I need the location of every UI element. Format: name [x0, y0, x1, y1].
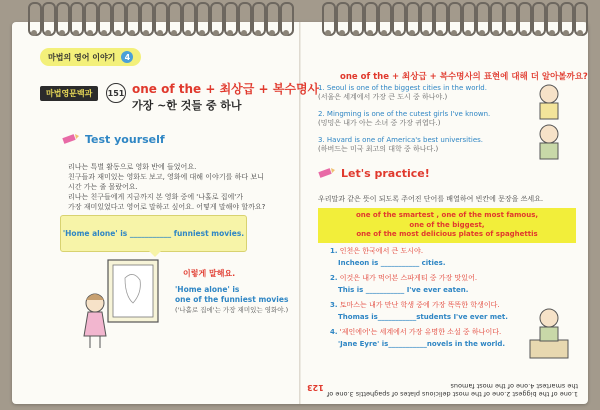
intro-paragraph [68, 162, 283, 212]
intro-line: 시간 가는 줄 몰랐어요. [68, 183, 138, 191]
binding-hole [339, 30, 345, 36]
example-item [318, 136, 528, 154]
binding-hole [423, 30, 429, 36]
binding-hole [437, 30, 443, 36]
test-yourself-heading [62, 132, 165, 146]
binding-hole [101, 30, 107, 36]
question-english: 'Jane Eyre' is___________novels in the world. [338, 340, 506, 348]
binding-hole [241, 30, 247, 36]
lesson-title: one of the + 최상급 + 복수명사 [132, 82, 320, 96]
speech-bubble [60, 215, 247, 252]
binding-hole [549, 30, 555, 36]
practice-question [330, 245, 446, 269]
section-badge: 마법영문백과 [40, 86, 98, 101]
binding-hole [171, 30, 177, 36]
question-korean: 이것은 내가 먹어본 스파게티 중 가장 맛있어. [339, 274, 478, 282]
expression-heading: one of the + 최상급 + 복수명사의 표현에 대해 더 알아볼까요? [340, 72, 588, 82]
lesson-subtitle: 가장 ~한 것들 중 하나 [132, 99, 242, 112]
binding-hole [115, 30, 121, 36]
binding-hole [521, 30, 527, 36]
binding-hole [213, 30, 219, 36]
binding-hole [577, 30, 583, 36]
binding-hole [255, 30, 261, 36]
example-english: 3. Havard is one of America's best universities. [318, 136, 483, 144]
binding-hole [479, 30, 485, 36]
question-english: Incheon is ___________ cities. [338, 259, 446, 267]
binding-hole [563, 30, 569, 36]
spiral-binding [20, 2, 580, 42]
binding-hole [73, 30, 79, 36]
binding-hole [507, 30, 513, 36]
answer-translation: ('나홀로 집에'는 가장 재미있는 영화야.) [175, 306, 289, 314]
example-item [318, 84, 528, 102]
choice-line: one of the biggest, [409, 220, 485, 229]
girl-at-painting-illustration [70, 258, 165, 353]
binding-hole [493, 30, 499, 36]
binding-hole [227, 30, 233, 36]
binding-hole [353, 30, 359, 36]
intro-line: 친구들과 재미있는 영화도 보고, 영화에 대해 이야기를 하다 보니 [68, 173, 264, 181]
answer-key: 1.one of the biggest 2.one of the most delicious plates of spaghettis 3.one of the smartest 4.one of the most famous [327, 382, 578, 398]
practice-question [330, 272, 477, 296]
binding-hole [325, 30, 331, 36]
binding-hole [465, 30, 471, 36]
reading-illustration [526, 300, 572, 362]
practice-instruction: 우리말과 같은 뜻이 되도록 주어진 단어를 배열하여 빈칸에 문장을 쓰세요. [318, 195, 544, 203]
binding-hole [451, 30, 457, 36]
page-number: 123 [307, 383, 324, 392]
intro-line: 가장 재미있었다고 영어로 말하고 싶어요. 어떻게 말해야 할까요? [68, 203, 266, 211]
say-it-label: 이렇게 말해요. [183, 269, 236, 278]
example-korean: (밍밍은 내가 아는 소녀 중 가장 귀엽다.) [318, 119, 441, 127]
question-korean: '제인에어'는 세계에서 가장 유명한 소설 중 하나이다. [339, 328, 502, 336]
practice-question [330, 326, 505, 350]
question-korean: 인천은 한국에서 큰 도시야. [339, 247, 424, 255]
intro-line: 리나는 친구들에게 지금까지 본 영화 중에 '나홀로 집에'가 [68, 193, 243, 201]
binding-hole [87, 30, 93, 36]
example-item [318, 110, 528, 128]
binding-hole [367, 30, 373, 36]
question-number: 1. [330, 247, 338, 255]
question-english: This is ___________ I've ever eaten. [338, 286, 469, 294]
binding-hole [31, 30, 37, 36]
example-korean: (하버드는 미국 최고의 대학 중 하나다.) [318, 145, 439, 153]
choice-line: one of the most delicious plates of spaghettis [356, 230, 538, 239]
binding-hole [199, 30, 205, 36]
pencil-icon [318, 166, 336, 180]
example-english: 2. Mingming is one of the cutest girls I've known. [318, 110, 491, 118]
chapter-tab [40, 48, 141, 66]
kids-illustration [528, 82, 570, 164]
binding-hole [59, 30, 65, 36]
question-number: 2. [330, 274, 338, 282]
lesson-number: 151 [106, 83, 126, 103]
binding-hole [157, 30, 163, 36]
binding-hole [269, 30, 275, 36]
binding-hole [129, 30, 135, 36]
binding-hole [381, 30, 387, 36]
binding-hole [283, 30, 289, 36]
chapter-tab-number: 4 [121, 51, 133, 63]
binding-hole [45, 30, 51, 36]
binding-hole [395, 30, 401, 36]
question-number: 4. [330, 328, 338, 336]
answer-line: 'Home alone' is [175, 285, 240, 294]
choice-line: one of the smartest , one of the most famous, [355, 211, 539, 220]
binding-hole [185, 30, 191, 36]
practice-heading [318, 166, 430, 180]
intro-line: 리나는 특별 활동으로 영화 반에 들었어요. [68, 163, 197, 171]
answer-line: one of the funniest movies [175, 295, 289, 304]
question-number: 3. [330, 301, 338, 309]
question-korean: 토마스는 내가 만난 학생 중에 가장 똑똑한 학생이다. [339, 301, 500, 309]
practice-label: Let's practice! [341, 166, 430, 180]
answer-block [175, 285, 288, 305]
test-yourself-label: Test yourself [85, 132, 165, 146]
example-korean: (서울은 세계에서 가장 큰 도시 중 하나야.) [318, 93, 448, 101]
chapter-tab-label: 마법의 영어 이야기 [48, 52, 116, 62]
binding-hole [409, 30, 415, 36]
speech-bubble-text: 'Home alone' is ___________ funniest movies. [62, 229, 245, 238]
binding-hole [143, 30, 149, 36]
practice-question [330, 299, 508, 323]
word-choices-box [318, 208, 576, 243]
question-english: Thomas is___________students I've ever met. [338, 313, 508, 321]
pencil-icon [62, 132, 80, 146]
binding-hole [535, 30, 541, 36]
example-english: 1. Seoul is one of the biggest cities in the world. [318, 84, 487, 92]
